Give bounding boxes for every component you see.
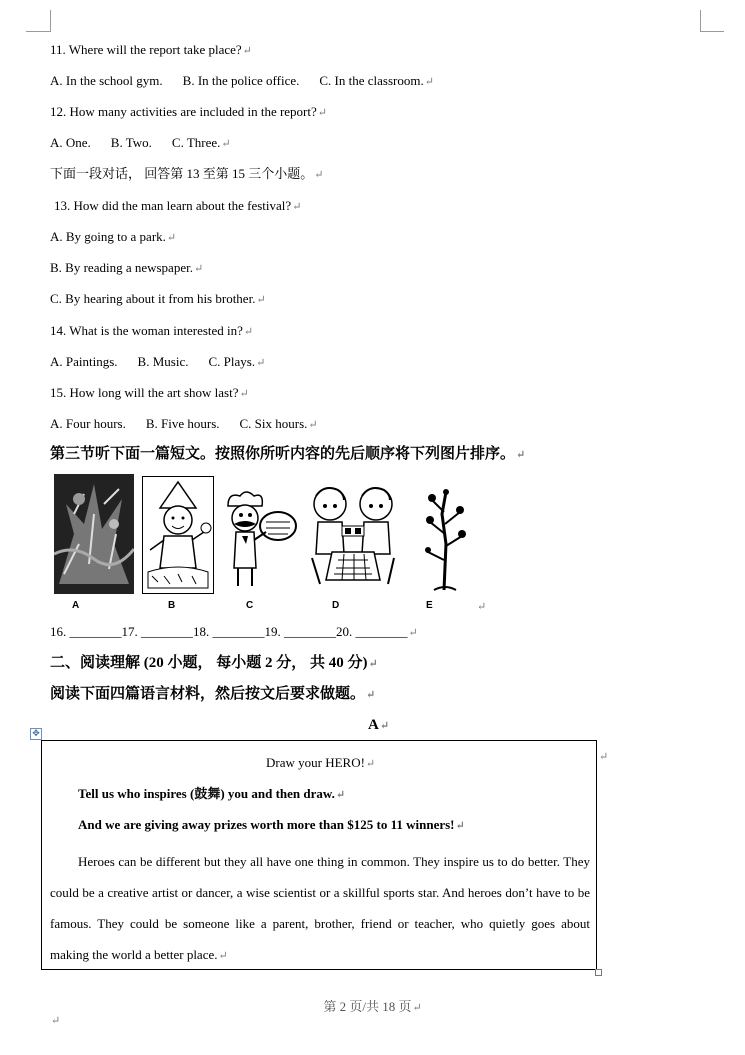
question-11-options: A. In the school gym. B. In the police office. C. In the classroom.↵ (50, 73, 434, 88)
passage-label: A↵ (368, 717, 390, 733)
option-b: B. In the police office. (182, 73, 300, 88)
box-body: Heroes can be different but they all have one thing in common. They inspire us to do better. They could be a creative artist or dancer, a wise scientist or a skillful sports star. And heroes don’t have to be famous. They could be someone like a parent, brother, friend or teacher, who quietly goes about making the world a better place.↵ (50, 854, 590, 962)
crop-mark-left-h (26, 31, 50, 32)
question-12: 12. How many activities are included in the report?↵ (50, 104, 327, 119)
option-c: C. Six hours. (239, 416, 308, 431)
table-move-handle-icon[interactable]: ✥ (30, 728, 42, 740)
box-line-1: Tell us who inspires (鼓舞) you and then draw.↵ (78, 786, 346, 801)
box-row-end-mark: ↵ (599, 751, 609, 763)
question-13-option-b: B. By reading a newspaper.↵ (50, 260, 204, 275)
question-13-option-c: C. By hearing about it from his brother.↵ (50, 291, 266, 306)
question-15: 15. How long will the art show last?↵ (50, 385, 249, 400)
picture-c-chef (218, 488, 300, 592)
question-11: 11. Where will the report take place?↵ (50, 42, 252, 57)
picture-b-child (142, 476, 214, 594)
option-b: B. Music. (137, 354, 189, 369)
question-14: 14. What is the woman interested in?↵ (50, 323, 254, 338)
option-b: B. Two. (110, 135, 152, 150)
crop-mark-left-v (50, 10, 51, 32)
option-c: C. Plays. (208, 354, 256, 369)
option-a: A. Four hours. (50, 416, 126, 431)
option-c: C. In the classroom. (319, 73, 424, 88)
dialog-intro: 下面一段对话， 回答第 13 至第 15 三个小题。↵ (50, 166, 324, 181)
picture-d-kids (304, 480, 402, 590)
final-paragraph-mark: ↵ (51, 1015, 61, 1027)
question-14-options: A. Paintings. B. Music. C. Plays.↵ (50, 354, 266, 369)
crop-mark-right-h (700, 31, 724, 32)
option-a: A. One. (50, 135, 91, 150)
answer-blanks: 16. ________17. ________18. ________19. ________20. ________↵ (50, 624, 418, 639)
box-title: Draw your HERO!↵ (266, 755, 376, 770)
picture-label-b: B (168, 600, 176, 611)
picture-row: A B C D E ↵ (54, 474, 494, 614)
box-line-2: And we are giving away prizes worth more than $125 to 11 winners!↵ (78, 817, 465, 832)
option-a: A. Paintings. (50, 354, 118, 369)
picture-label-a: A (72, 600, 80, 611)
option-b: B. Five hours. (145, 416, 220, 431)
section-3-title: 第三节听下面一篇短文。按照你所听内容的先后顺序将下列图片排序。↵ (50, 446, 526, 462)
option-c: C. Three. (171, 135, 221, 150)
table-resize-handle[interactable] (595, 969, 602, 976)
question-12-options: A. One. B. Two. C. Three.↵ (50, 135, 231, 150)
reading-instruction: 阅读下面四篇语言材料，然后按文后要求做题。↵ (50, 686, 376, 702)
question-15-options: A. Four hours. B. Five hours. C. Six hours.↵ (50, 416, 318, 431)
picture-label-d: D (332, 600, 340, 611)
picture-e-sapling (420, 484, 470, 592)
question-13-option-a: A. By going to a park.↵ (50, 229, 177, 244)
picture-a-tree (54, 474, 134, 594)
question-13: 13. How did the man learn about the festival?↵ (54, 198, 302, 213)
crop-mark-right-v (700, 10, 701, 32)
option-a: A. In the school gym. (50, 73, 163, 88)
passage-box (41, 740, 597, 970)
picture-label-e: E (426, 600, 433, 611)
picture-label-c: C (246, 600, 254, 611)
page-footer: 第 2 页/共 18 页↵ (323, 999, 422, 1014)
reading-heading: 二、阅读理解 (20 小题， 每小题 2 分， 共 40 分)↵ (50, 655, 378, 671)
